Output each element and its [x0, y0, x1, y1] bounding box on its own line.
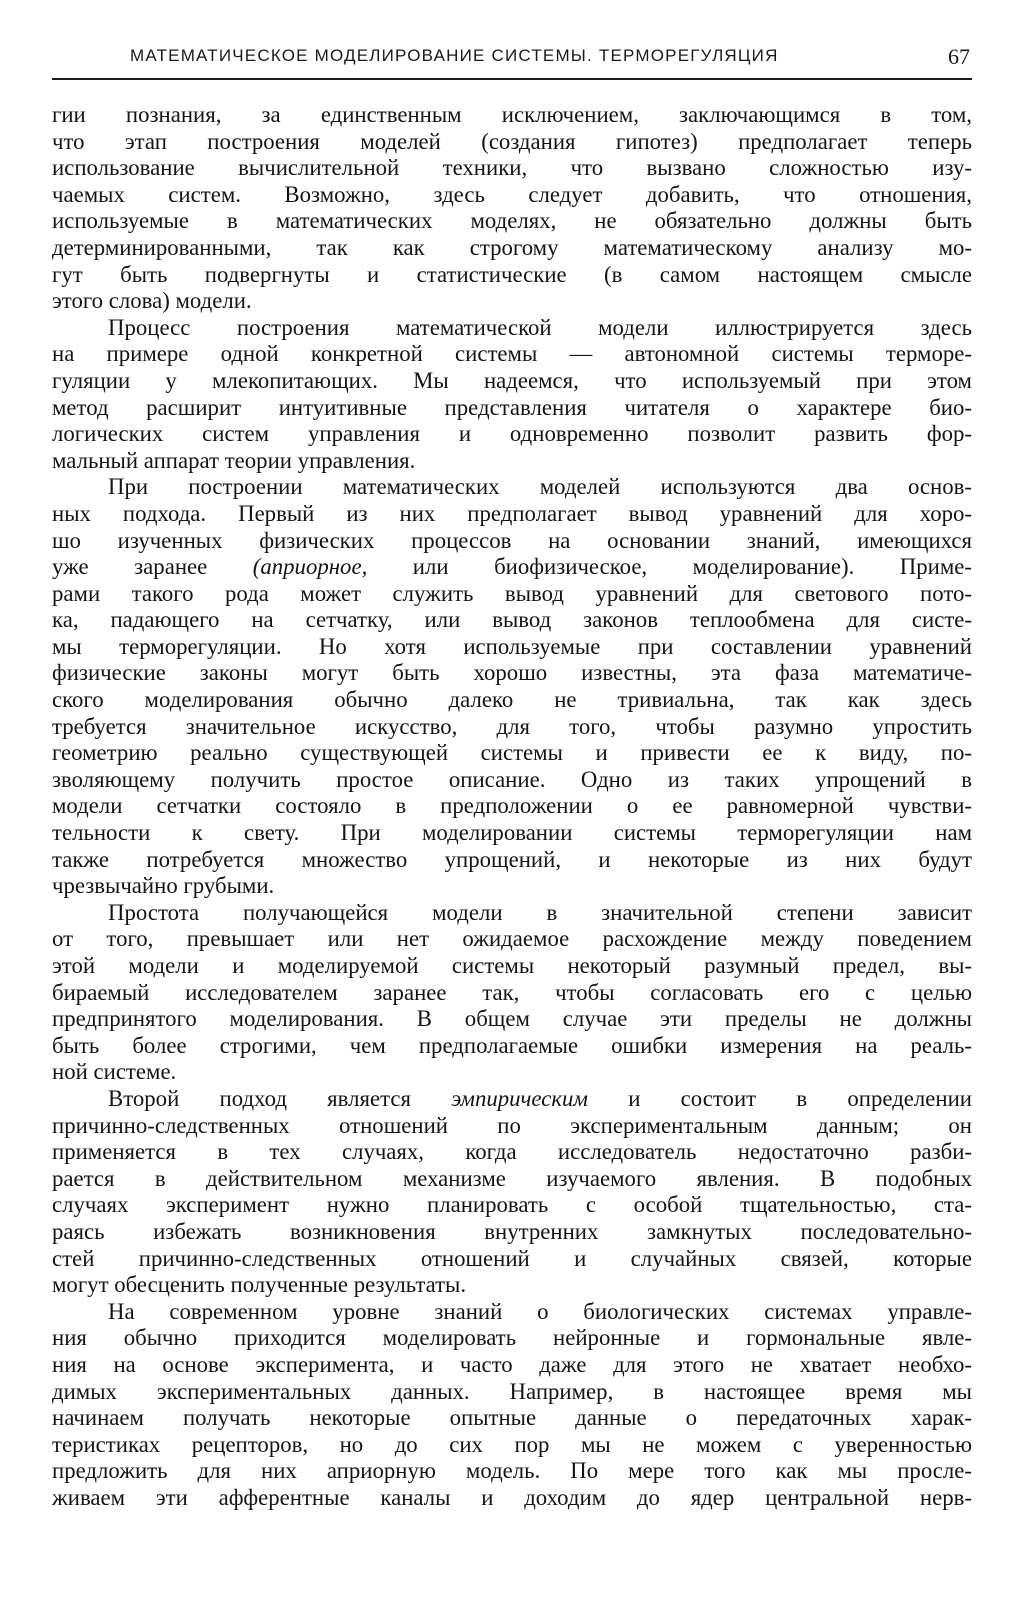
text-line: гуляции у млекопитающих. Мы надеемся, что используемый при этом	[52, 367, 972, 393]
book-page	[52, 40, 972, 1511]
text-line: тельности к свету. При моделировании системы терморегуляции нам	[52, 820, 972, 846]
text-line: живаем эти афферентные каналы и доходим до ядер центральной нерв-	[52, 1484, 972, 1510]
text-line: рами такого рода может служить вывод уравнений для светового пото-	[52, 580, 972, 606]
text-line: использование вычислительной техники, что вызвано сложностью изу-	[52, 155, 972, 181]
text-line: физические законы могут быть хорошо известны, эта фаза математиче-	[52, 660, 972, 686]
text-line: теристиках рецепторов, но до сих пор мы не можем с уверенностью	[52, 1431, 972, 1457]
text-line: от того, превышает или нет ожидаемое расхождение между поведением	[52, 926, 972, 952]
text-line: случаях эксперимент нужно планировать с особой тщательностью, ста-	[52, 1192, 972, 1218]
text-line: предложить для них априорную модель. По мере того как мы просле-	[52, 1458, 972, 1484]
text-line: также потребуется множество упрощений, и некоторые из них будут	[52, 846, 972, 872]
text-line: чаемых систем. Возможно, здесь следует добавить, что отношения,	[52, 181, 972, 207]
text-line: На современном уровне знаний о биологических системах управле-	[108, 1298, 972, 1324]
text-line: шо изученных физических процессов на основании знаний, имеющихся	[52, 527, 972, 553]
text-line: ка, падающего на сетчатку, или вывод законов теплообмена для систе-	[52, 607, 972, 633]
italic-term: (априорное,	[252, 554, 368, 580]
text-line: ной системе.	[52, 1059, 177, 1085]
italic-term: эмпирическим	[451, 1085, 588, 1111]
text-line: требуется значительное искусство, для того, чтобы разумно упростить	[52, 713, 972, 739]
text-line-mixed	[52, 554, 972, 581]
text-line: ния обычно приходится моделировать нейронные и гормональные явле-	[52, 1325, 972, 1351]
paragraph	[52, 1299, 972, 1512]
text-line: геометрию реально существующей системы и привести ее к виду, по-	[52, 740, 972, 766]
text-line: стей причинно-следственных отношений и случайных связей, которые	[52, 1245, 972, 1271]
text-run: Второй подход является	[108, 1085, 411, 1111]
text-line: чрезвычайно грубыми.	[52, 873, 275, 899]
text-line: предпринятого моделирования. В общем случае эти пределы не должны	[52, 1006, 972, 1032]
text-line: применяется в тех случаях, когда исследователь недостаточно разби-	[52, 1139, 972, 1165]
paragraph	[52, 1086, 972, 1299]
page-number: 67	[948, 44, 970, 69]
text-line: рается в действительном механизме изучаемого явления. В подобных	[52, 1165, 972, 1191]
text-line: бираемый исследователем заранее так, чтобы согласовать его с целью	[52, 979, 972, 1005]
text-run: уже заранее	[52, 554, 208, 580]
text-line: ского моделирования обычно далеко не тривиальна, так как здесь	[52, 687, 972, 713]
text-line: модели сетчатки состояло в предположении о ее равномерной чувстви-	[52, 793, 972, 819]
running-header	[52, 40, 972, 80]
text-line: начинаем получать некоторые опытные данные о передаточных харак-	[52, 1405, 972, 1431]
text-line: зволяющему получить простое описание. Одно из таких упрощений в	[52, 766, 972, 792]
text-line: гут быть подвергнуты и статистические (в самом настоящем смысле	[52, 261, 972, 287]
text-line: гии познания, за единственным исключением, заключающимся в том,	[52, 102, 972, 127]
text-line: мы терморегуляции. Но хотя используемые при составлении уравнений	[52, 633, 972, 659]
text-line: Простота получающейся модели в значительной степени зависит	[108, 899, 972, 925]
text-line: При построении математических моделей используются два основ-	[108, 474, 972, 500]
paragraph	[52, 474, 972, 900]
paragraph	[52, 900, 972, 1086]
text-line: быть более строгими, чем предполагаемые ошибки измерения на реаль-	[52, 1032, 972, 1058]
text-line: ния на основе эксперимента, и часто даже для этого не хватает необхо-	[52, 1351, 972, 1377]
text-line: димых экспериментальных данных. Например, в настоящее время мы	[52, 1378, 972, 1404]
text-line: что этап построения моделей (создания гипотез) предполагает теперь	[52, 128, 972, 154]
paragraph	[52, 102, 972, 315]
text-run: или биофизическое, моделирование). Приме-	[412, 554, 972, 580]
text-line: детерминированными, так как строгому математическому анализу мо-	[52, 234, 972, 260]
text-line: раясь избежать возникновения внутренних замкнутых последовательно-	[52, 1218, 972, 1244]
text-run: и состоит в определении	[628, 1085, 973, 1111]
text-line: логических систем управления и одновременно позволит развить фор-	[52, 421, 972, 447]
text-line: ных подхода. Первый из них предполагает вывод уравнений для хоро-	[52, 500, 972, 526]
running-title: МАТЕМАТИЧЕСКОЕ МОДЕЛИРОВАНИЕ СИСТЕМЫ. ТЕРМОРЕГУЛЯЦИЯ	[130, 46, 779, 65]
text-line: причинно-следственных отношений по экспериментальным данным; он	[52, 1112, 972, 1138]
text-line: могут обесценить полученные результаты.	[52, 1272, 467, 1298]
text-line: используемые в математических моделях, не обязательно должны быть	[52, 208, 972, 234]
text-line: этой модели и моделируемой системы некоторый разумный предел, вы-	[52, 953, 972, 978]
text-line: метод расширит интуитивные представления читателя о характере био-	[52, 394, 972, 420]
text-line: Процесс построения математической модели иллюстрируется здесь	[108, 314, 972, 340]
body-text	[52, 102, 972, 1511]
text-line: мальный аппарат теории управления.	[52, 447, 416, 473]
text-line-mixed	[52, 1086, 972, 1113]
paragraph	[52, 315, 972, 475]
text-line: на примере одной конкретной системы — автономной системы терморе-	[52, 341, 972, 367]
text-line: этого слова) модели.	[52, 288, 252, 314]
